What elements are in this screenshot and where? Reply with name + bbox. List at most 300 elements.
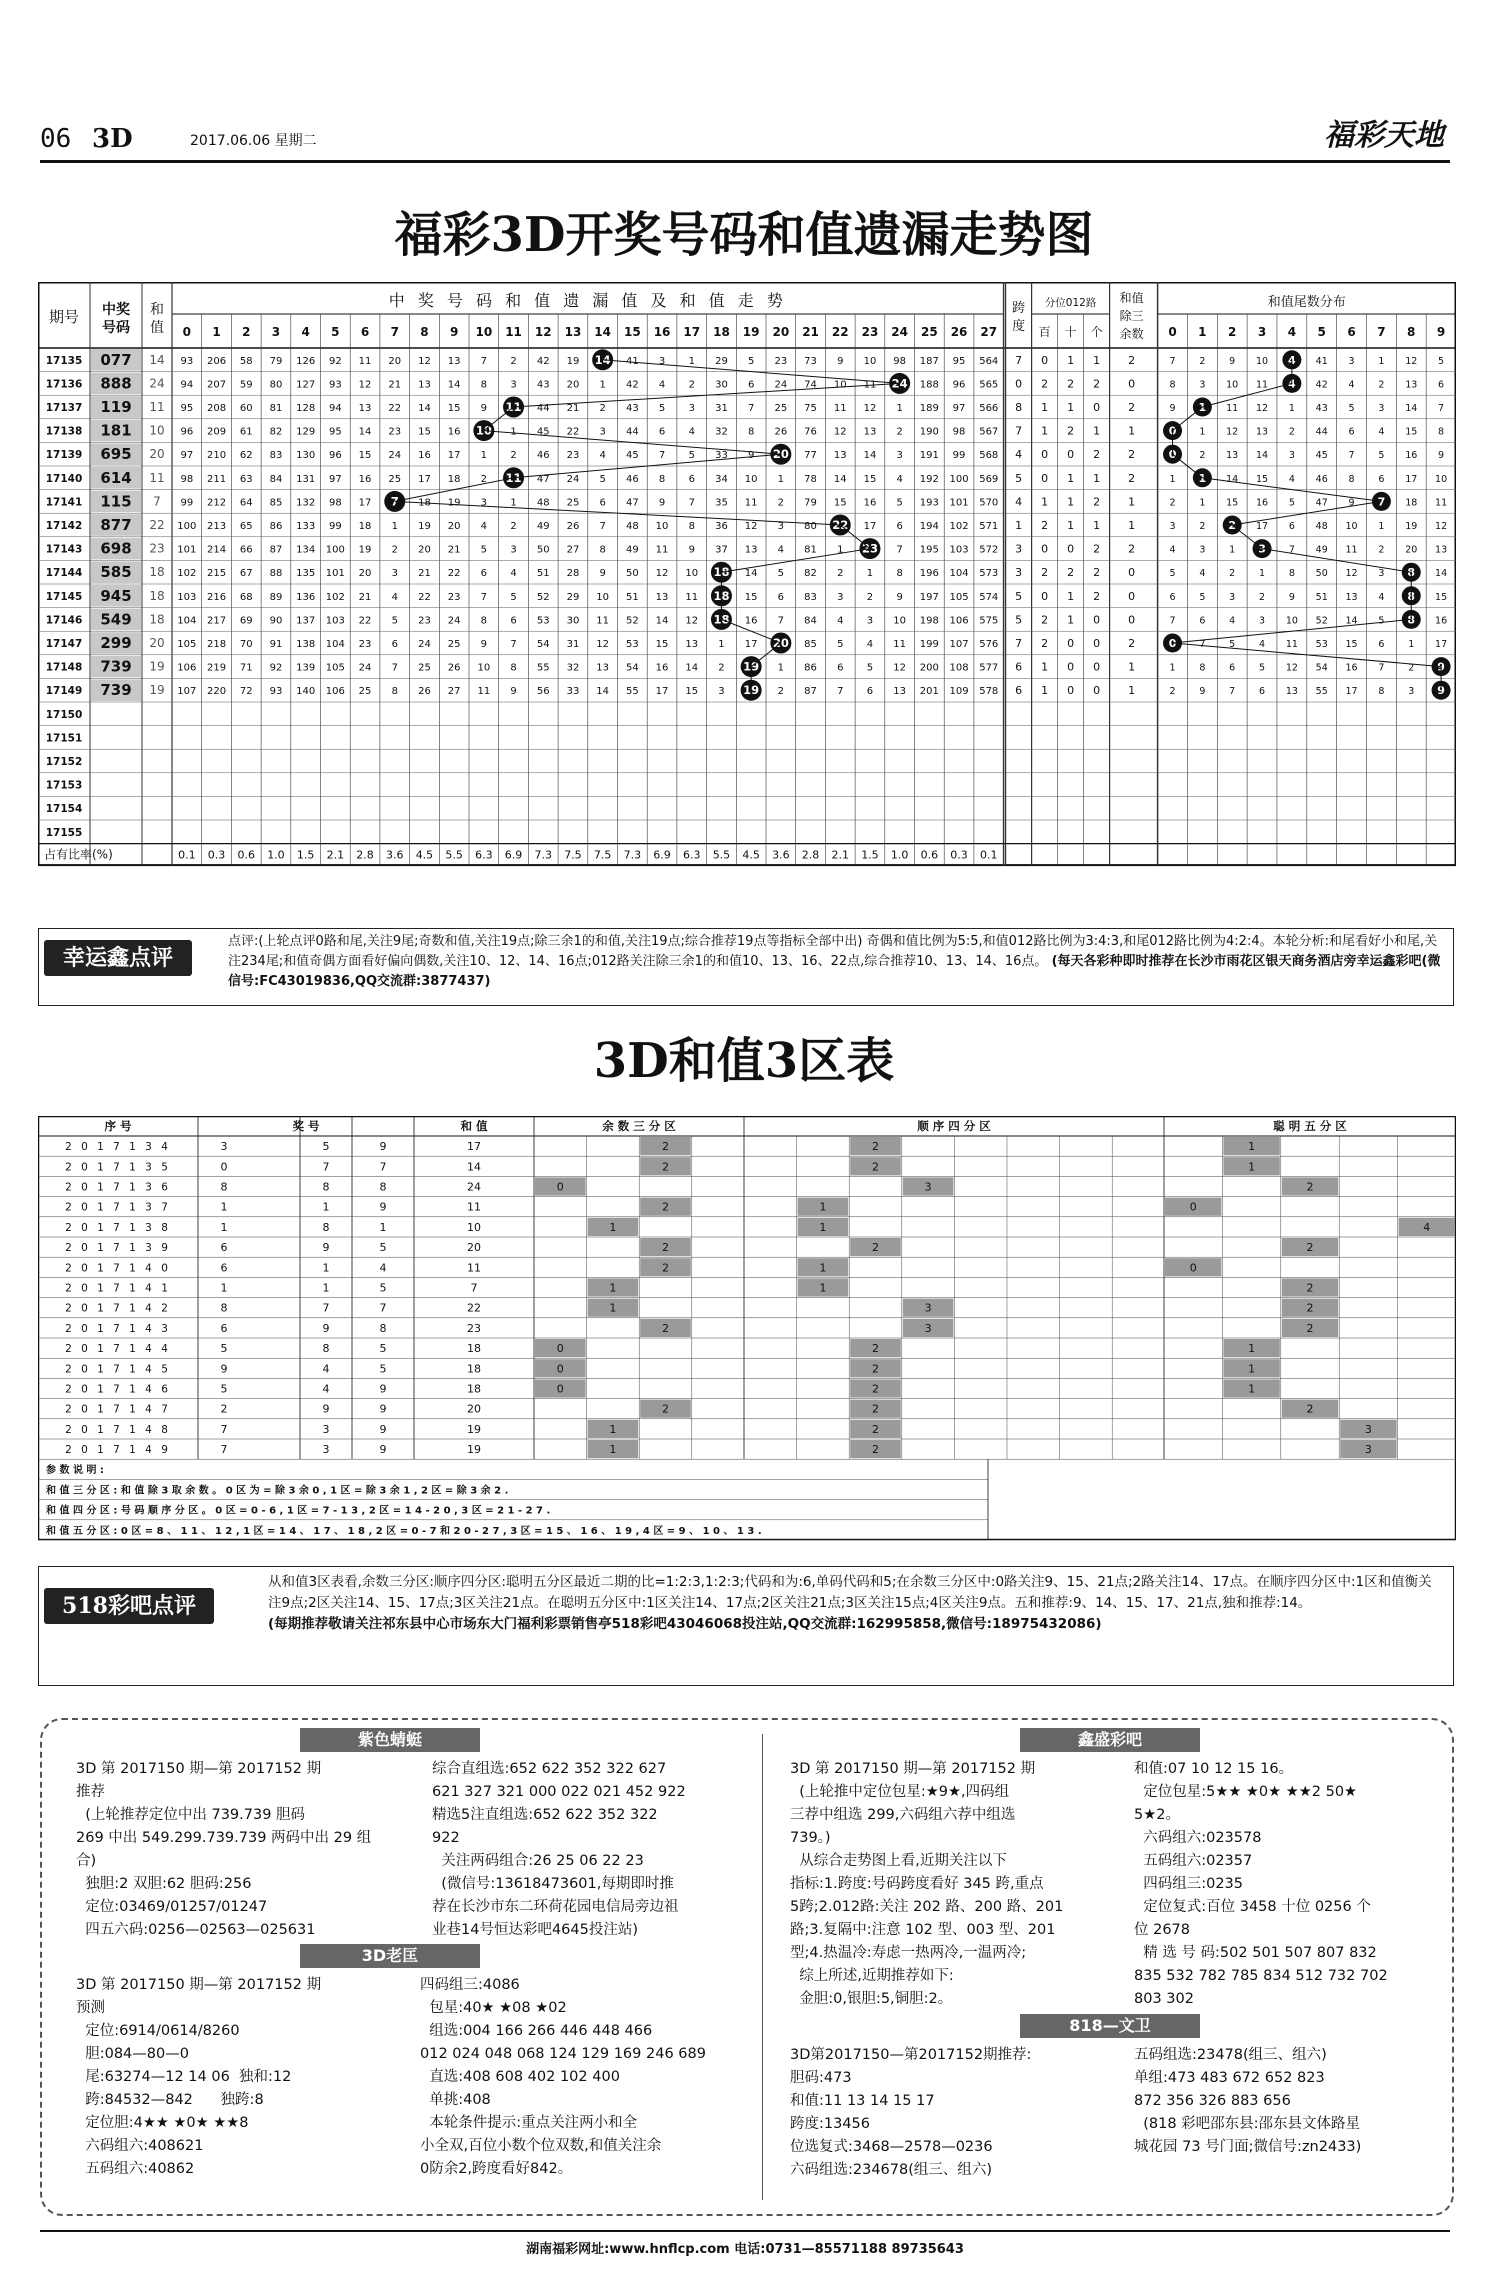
- sum-ball-text: 18: [713, 588, 730, 603]
- row-road: 0: [1041, 353, 1049, 367]
- omit-cell: 92: [269, 662, 283, 674]
- row-road: 1: [1067, 401, 1075, 414]
- omit-cell: 80: [804, 521, 817, 532]
- omit-cell: 24: [566, 473, 580, 485]
- omit-cell: 26: [418, 686, 431, 698]
- omit-cell: 2: [510, 355, 517, 367]
- omit-cell: 7: [480, 355, 488, 367]
- omit-cell: 12: [596, 639, 610, 650]
- omit-cell: 7: [391, 662, 398, 674]
- zone-border: [39, 1117, 1456, 1540]
- omit-cell: 23: [774, 355, 788, 367]
- row-road: 0: [1067, 448, 1075, 462]
- omit-cell: 10: [863, 355, 877, 367]
- omit-cell: 134: [296, 544, 316, 556]
- omit-cell: 65: [239, 521, 253, 532]
- omit-cell: 566: [979, 403, 999, 414]
- omit-cell: 97: [328, 473, 342, 485]
- zone-header-2: 和 值: [460, 1119, 488, 1133]
- omit-cell: 25: [774, 403, 788, 414]
- zone-n1: 3: [220, 1140, 228, 1154]
- tail-cell: 3: [1288, 450, 1295, 462]
- tail-cell: 9: [1288, 591, 1295, 603]
- brand-logo: 福彩天地: [1324, 118, 1444, 153]
- issue-date: 2017.06.06 星期二: [190, 133, 317, 149]
- row-road: 1: [1067, 589, 1075, 603]
- omit-cell: 34: [715, 473, 728, 485]
- omit-cell: 11: [358, 355, 372, 367]
- zone-seq: 2 0 1 7 1 4 3: [65, 1322, 171, 1335]
- zone-n3: 7: [379, 1301, 387, 1315]
- zone-b-cell: 3: [924, 1321, 932, 1335]
- omit-cell: 13: [893, 686, 907, 698]
- omit-cell: 15: [685, 686, 699, 698]
- zone-sum: 19: [467, 1443, 481, 1457]
- tail-cell: 3: [1169, 521, 1176, 532]
- omit-cell: 79: [269, 355, 283, 367]
- omit-cell: 44: [536, 403, 550, 414]
- page-footer: 湖南福彩网址:www.hnflcp.com 电话:0731—85571188 89735643: [40, 2230, 1450, 2257]
- omit-cell: 7: [599, 521, 606, 532]
- row-sum: 22: [149, 518, 165, 532]
- tail-cell: 9: [1199, 686, 1206, 698]
- omit-cell: 14: [358, 426, 372, 438]
- omit-cell: 1: [688, 355, 695, 367]
- zone-n2: 1: [322, 1200, 330, 1214]
- row-road: 2: [1041, 637, 1049, 650]
- ratio-cell: 1.5: [861, 848, 879, 862]
- ratio-cell: 4.5: [415, 848, 434, 862]
- tail-cell: 15: [1255, 473, 1269, 485]
- sum-ball-text: 22: [832, 518, 849, 532]
- omit-cell: 136: [296, 591, 316, 603]
- omit-cell: 46: [536, 450, 550, 462]
- ratio-cell: 0.6: [920, 848, 939, 862]
- row-span: 6: [1015, 684, 1023, 698]
- tail-cell: 51: [1315, 591, 1328, 603]
- omit-cell: 73: [804, 355, 817, 367]
- tail-cell: 17: [1345, 686, 1358, 698]
- section-name: 3D: [92, 124, 133, 154]
- omit-cell: 22: [358, 615, 372, 627]
- omit-cell: 54: [625, 662, 639, 674]
- omit-cell: 13: [447, 355, 461, 367]
- zone-sum: 14: [467, 1160, 481, 1174]
- omit-cell: 6: [658, 426, 666, 438]
- omit-cell: 52: [625, 615, 639, 627]
- omit-cell: 93: [269, 686, 283, 698]
- row-road: 1: [1041, 660, 1049, 674]
- ratio-cell: 7.3: [623, 848, 642, 862]
- omit-cell: 47: [625, 497, 639, 509]
- omit-cell: 50: [625, 568, 639, 580]
- tail-cell: 45: [1315, 450, 1328, 462]
- omit-cell: 16: [655, 662, 669, 674]
- ratio-cell: 7.5: [564, 848, 582, 862]
- omit-cell: 23: [566, 450, 580, 462]
- sum-col-5: 5: [331, 325, 340, 339]
- row-mod: 2: [1128, 401, 1136, 414]
- tail-cell: 3: [1199, 379, 1206, 391]
- omit-cell: 565: [979, 379, 999, 391]
- zone-seq: 2 0 1 7 1 3 5: [65, 1161, 171, 1174]
- tail-cell: 8: [1378, 686, 1385, 698]
- omit-cell: 21: [418, 568, 431, 580]
- omit-cell: 208: [207, 403, 227, 414]
- omit-cell: 5: [480, 544, 488, 556]
- omit-cell: 214: [207, 544, 227, 556]
- omit-cell: 17: [358, 497, 372, 509]
- omit-cell: 97: [180, 450, 194, 462]
- omit-cell: 24: [388, 450, 402, 462]
- omit-cell: 68: [239, 591, 253, 603]
- tail-cell: 4: [1348, 379, 1355, 391]
- omit-cell: 16: [418, 450, 431, 462]
- omit-cell: 55: [625, 686, 639, 698]
- tail-cell: 10: [1255, 355, 1269, 367]
- omit-cell: 60: [239, 403, 253, 414]
- row-sum: 19: [149, 683, 165, 698]
- omit-cell: 106: [177, 662, 197, 674]
- col-issue: 期号: [48, 308, 80, 326]
- omit-cell: 99: [180, 497, 194, 509]
- row-span: 4: [1015, 448, 1023, 462]
- tail-cell: 6: [1169, 591, 1176, 603]
- tail-cell: 6: [1229, 662, 1236, 674]
- omit-cell: 84: [804, 615, 817, 627]
- zone-n1: 8: [220, 1180, 228, 1194]
- omit-cell: 7: [510, 639, 517, 650]
- row-win-number: 077: [100, 350, 132, 369]
- omit-cell: 12: [833, 426, 847, 438]
- omit-cell: 4: [688, 426, 695, 438]
- omit-cell: 43: [536, 379, 550, 391]
- zone-b-cell: 2: [872, 1160, 879, 1174]
- tail-cell: 12: [1255, 403, 1269, 414]
- col-sum-2: 值: [150, 320, 164, 336]
- omit-cell: 13: [863, 426, 877, 438]
- omit-cell: 103: [949, 544, 969, 556]
- sum-col-1: 1: [212, 325, 221, 339]
- tail-cell: 16: [1435, 615, 1448, 627]
- row-win-number: 614: [100, 468, 132, 487]
- tail-cell: 49: [1315, 544, 1328, 556]
- omit-cell: 12: [744, 521, 758, 532]
- tail-cell: 2: [1169, 686, 1176, 698]
- label-laojiang: 3D老匡: [300, 1944, 480, 1968]
- omit-cell: 207: [207, 379, 227, 391]
- tail-cell: 5: [1378, 450, 1385, 462]
- zone-c-cell: 1: [1248, 1160, 1256, 1174]
- zone-n2: 3: [322, 1422, 330, 1436]
- omit-cell: 24: [774, 379, 788, 391]
- omit-cell: 5: [866, 662, 874, 674]
- ratio-cell: 6.9: [504, 848, 523, 862]
- zone-sum: 10: [467, 1220, 481, 1234]
- row-mod: 0: [1128, 589, 1136, 603]
- omit-cell: 23: [358, 639, 372, 650]
- tail-cell: 4: [1378, 591, 1385, 603]
- row-road: 0: [1067, 637, 1075, 650]
- omit-cell: 14: [863, 450, 877, 462]
- omit-cell: 7: [688, 497, 695, 509]
- zone-n1: 5: [220, 1342, 228, 1356]
- omit-cell: 13: [596, 662, 610, 674]
- omit-cell: 2: [510, 521, 517, 532]
- omit-cell: 107: [177, 686, 197, 698]
- tail-cell: 47: [1315, 497, 1328, 509]
- zone-b-cell: 1: [819, 1261, 827, 1275]
- omit-cell: 10: [744, 473, 758, 485]
- omit-cell: 41: [625, 355, 639, 367]
- omit-cell: 572: [979, 544, 999, 556]
- row-issue: 17143: [45, 543, 83, 556]
- tail-ball-text: 0: [1168, 424, 1177, 438]
- ratio-cell: 2.8: [801, 848, 820, 862]
- omit-cell: 13: [655, 591, 669, 603]
- omit-cell: 82: [269, 426, 283, 438]
- xinsheng-left: 3D 第 2017150 期—第 2017152 期 (上轮推中定位包星:★9★,四码组 三荐中组选 299,六码组六荐中组选 739。) 从综合走势图上看,近期关注以下 指标:1.跨度:号码跨度看好 345 跨,重点 5跨;2.012路:关注 202 路、200 路、201 路;3.复隔中:注意 102 型、003 型、201 型;4.热温冷:寿虑一热两冷,一温两冷; 综上所述,近期推荐如下: 金胆:0,银胆:5,铜胆:2。: [790, 1761, 1064, 2007]
- tail-cell: 19: [1405, 521, 1418, 532]
- tail-cell: 3: [1348, 355, 1355, 367]
- row-win-number: 115: [100, 492, 132, 511]
- omit-cell: 13: [833, 450, 847, 462]
- omit-cell: 95: [180, 403, 194, 414]
- omit-cell: 62: [239, 450, 253, 462]
- omit-cell: 8: [658, 473, 666, 485]
- col-span: 跨: [1012, 301, 1026, 316]
- omit-cell: 13: [685, 639, 699, 650]
- sum-ball-text: 19: [743, 659, 760, 674]
- row-road: 1: [1067, 495, 1075, 509]
- tail-cell: 2: [1378, 379, 1385, 391]
- omit-cell: 3: [896, 450, 903, 462]
- omit-cell: 61: [239, 426, 253, 438]
- tail-cell: 13: [1255, 426, 1269, 438]
- sum-col-27: 27: [980, 325, 998, 339]
- zone-note: 参 数 说 明 :: [46, 1465, 104, 1477]
- omit-cell: 6: [837, 662, 844, 674]
- row-win-number: 698: [100, 539, 132, 558]
- ratio-cell: 0.6: [237, 848, 255, 862]
- tail-cell: 15: [1435, 591, 1448, 603]
- zone-c-cell: 1: [1248, 1140, 1256, 1154]
- omit-cell: 12: [863, 403, 877, 414]
- omit-cell: 22: [388, 403, 402, 414]
- row-road: 0: [1067, 684, 1075, 698]
- zone-c-cell: 3: [1364, 1422, 1372, 1436]
- omit-cell: 3: [510, 379, 517, 391]
- row-span: 7: [1015, 353, 1023, 367]
- omit-cell: 14: [596, 686, 610, 698]
- tail-cell: 5: [1288, 497, 1295, 509]
- row-sum: 19: [149, 659, 165, 674]
- omit-cell: 1: [777, 662, 785, 674]
- omit-cell: 217: [207, 615, 227, 627]
- tail-cell: 4: [1288, 473, 1295, 485]
- omit-cell: 212: [207, 497, 227, 509]
- omit-cell: 51: [536, 568, 550, 580]
- row-mod: 2: [1128, 637, 1136, 650]
- omit-cell: 16: [744, 615, 758, 627]
- omit-cell: 3: [599, 426, 606, 438]
- zone-c-cell: 2: [1306, 1281, 1314, 1295]
- tail-cell: 11: [1435, 497, 1448, 509]
- tail-cell: 5: [1378, 615, 1385, 627]
- zone-sum: 20: [467, 1402, 481, 1416]
- omit-cell: 196: [919, 568, 939, 580]
- zone-n1: 6: [220, 1321, 228, 1335]
- omit-cell: 83: [804, 591, 817, 603]
- omit-cell: 101: [177, 544, 197, 556]
- tail-cell: 6: [1288, 521, 1295, 532]
- omit-cell: 85: [269, 497, 283, 509]
- omit-cell: 46: [625, 473, 639, 485]
- ratio-cell: 1.0: [890, 848, 909, 862]
- omit-cell: 42: [536, 355, 550, 367]
- omit-cell: 188: [919, 379, 939, 391]
- omit-cell: 13: [418, 379, 431, 391]
- sum-ball-text: 18: [713, 612, 730, 627]
- zone-n1: 0: [220, 1160, 228, 1174]
- zone-b-cell: 1: [819, 1200, 827, 1214]
- omit-cell: 93: [328, 379, 342, 391]
- sum-col-26: 26: [950, 325, 968, 339]
- zone-a-cell: 2: [662, 1321, 669, 1335]
- zise-left: 3D 第 2017150 期—第 2017152 期 推荐 (上轮推荐定位中出 739.739 胆码 269 中出 549.299.739.739 两码中出 29 组 合) 独胆:2 双胆:62 胆码:256 定位:03469/01257/01247 四五六码:0256—02563—025631: [76, 1761, 372, 1938]
- omit-cell: 54: [536, 639, 550, 650]
- omit-cell: 89: [269, 591, 283, 603]
- omit-cell: 220: [207, 686, 227, 698]
- zone-n3: 9: [379, 1443, 387, 1457]
- omit-cell: 14: [447, 379, 461, 391]
- omit-cell: 25: [566, 497, 580, 509]
- zone-n3: 8: [379, 1180, 387, 1194]
- zone-sum: 20: [467, 1241, 481, 1255]
- omit-cell: 63: [239, 473, 253, 485]
- omit-cell: 215: [207, 568, 227, 580]
- tail-cell: 5: [1199, 591, 1206, 603]
- tail-cell: 6: [1348, 426, 1355, 438]
- omit-cell: 9: [658, 497, 666, 509]
- row-win-number: 119: [100, 398, 132, 416]
- omit-cell: 3: [658, 355, 666, 367]
- zone-n2: 8: [322, 1220, 330, 1234]
- zone-n3: 9: [379, 1422, 387, 1436]
- sum-col-24: 24: [891, 325, 909, 339]
- omit-cell: 75: [804, 403, 817, 414]
- omit-cell: 74: [804, 379, 817, 391]
- zone-n1: 2: [220, 1402, 228, 1416]
- omit-cell: 4: [391, 591, 398, 603]
- sum-ball-text: 14: [594, 352, 611, 367]
- tail-col-1: 1: [1198, 325, 1207, 339]
- zone-n3: 9: [379, 1200, 387, 1214]
- zone-n2: 9: [322, 1402, 330, 1416]
- sum-col-18: 18: [713, 325, 730, 339]
- omit-cell: 31: [715, 403, 728, 414]
- tail-cell: 4: [1259, 639, 1266, 650]
- omit-cell: 79: [804, 497, 817, 509]
- zone-n3: 1: [379, 1220, 387, 1234]
- row-sum: 23: [149, 541, 165, 556]
- tail-cell: 13: [1435, 544, 1448, 556]
- omit-cell: 195: [919, 544, 939, 556]
- tail-cell: 2: [1378, 544, 1385, 556]
- zone-c-cell: 0: [1189, 1200, 1197, 1214]
- tail-cell: 1: [1199, 497, 1206, 509]
- omit-cell: 32: [566, 662, 580, 674]
- row-road: 2: [1093, 566, 1101, 580]
- omit-cell: 578: [979, 686, 999, 698]
- row-mod: 0: [1128, 566, 1136, 580]
- tail-cell: 14: [1435, 568, 1448, 580]
- omit-cell: 213: [207, 521, 227, 532]
- omit-cell: 126: [296, 355, 316, 367]
- omit-cell: 9: [480, 639, 488, 650]
- ratio-cell: 2.1: [326, 848, 345, 862]
- tail-cell: 13: [1285, 686, 1298, 698]
- row-road: 2: [1041, 377, 1049, 391]
- zone-n3: 9: [379, 1402, 387, 1416]
- zone-n1: 1: [220, 1200, 228, 1214]
- omit-cell: 49: [536, 521, 550, 532]
- col-win-number-2: 号码: [102, 320, 130, 336]
- omit-cell: 47: [536, 473, 550, 485]
- omit-cell: 33: [715, 450, 728, 462]
- road-col-1: 十: [1064, 325, 1077, 339]
- row-road: 0: [1041, 542, 1049, 556]
- zone-n3: 9: [379, 1140, 387, 1154]
- omit-cell: 59: [239, 379, 253, 391]
- row-mod: 2: [1128, 471, 1136, 485]
- row-road: 2: [1041, 566, 1049, 580]
- sum-col-4: 4: [301, 325, 310, 339]
- omit-cell: 1: [837, 544, 844, 556]
- zone-seq: 2 0 1 7 1 4 2: [65, 1302, 171, 1315]
- omit-cell: 81: [269, 403, 283, 414]
- omit-cell: 26: [447, 662, 461, 674]
- omit-cell: 8: [480, 615, 488, 627]
- omit-cell: 22: [566, 426, 580, 438]
- omit-cell: 18: [358, 521, 372, 532]
- ratio-cell: 3.6: [772, 848, 790, 862]
- omit-cell: 88: [269, 568, 283, 580]
- omit-cell: 23: [447, 591, 461, 603]
- zone-c-cell: 2: [1306, 1321, 1314, 1335]
- tail-cell: 9: [1438, 450, 1445, 462]
- tail-col-7: 7: [1377, 325, 1386, 339]
- omit-cell: 99: [952, 450, 966, 462]
- omit-cell: 101: [325, 568, 345, 580]
- tail-ball-text: 9: [1437, 660, 1445, 674]
- tail-cell: 2: [1199, 521, 1206, 532]
- label-zise: 紫色蜻蜓: [300, 1728, 480, 1752]
- omit-cell: 16: [863, 497, 877, 509]
- trend-table: [38, 282, 1456, 910]
- ratio-cell: 0.1: [980, 848, 998, 862]
- ratio-cell: 0.3: [950, 848, 968, 862]
- omit-cell: 58: [239, 355, 253, 367]
- row-span: 6: [1015, 660, 1023, 674]
- omit-cell: 30: [715, 379, 728, 391]
- zone-seq: 2 0 1 7 1 4 1: [65, 1282, 171, 1295]
- omit-cell: 5: [599, 473, 606, 485]
- omit-cell: 19: [566, 355, 580, 367]
- omit-cell: 27: [566, 544, 580, 556]
- tail-cell: 2: [1288, 426, 1295, 438]
- omit-cell: 3: [391, 568, 398, 580]
